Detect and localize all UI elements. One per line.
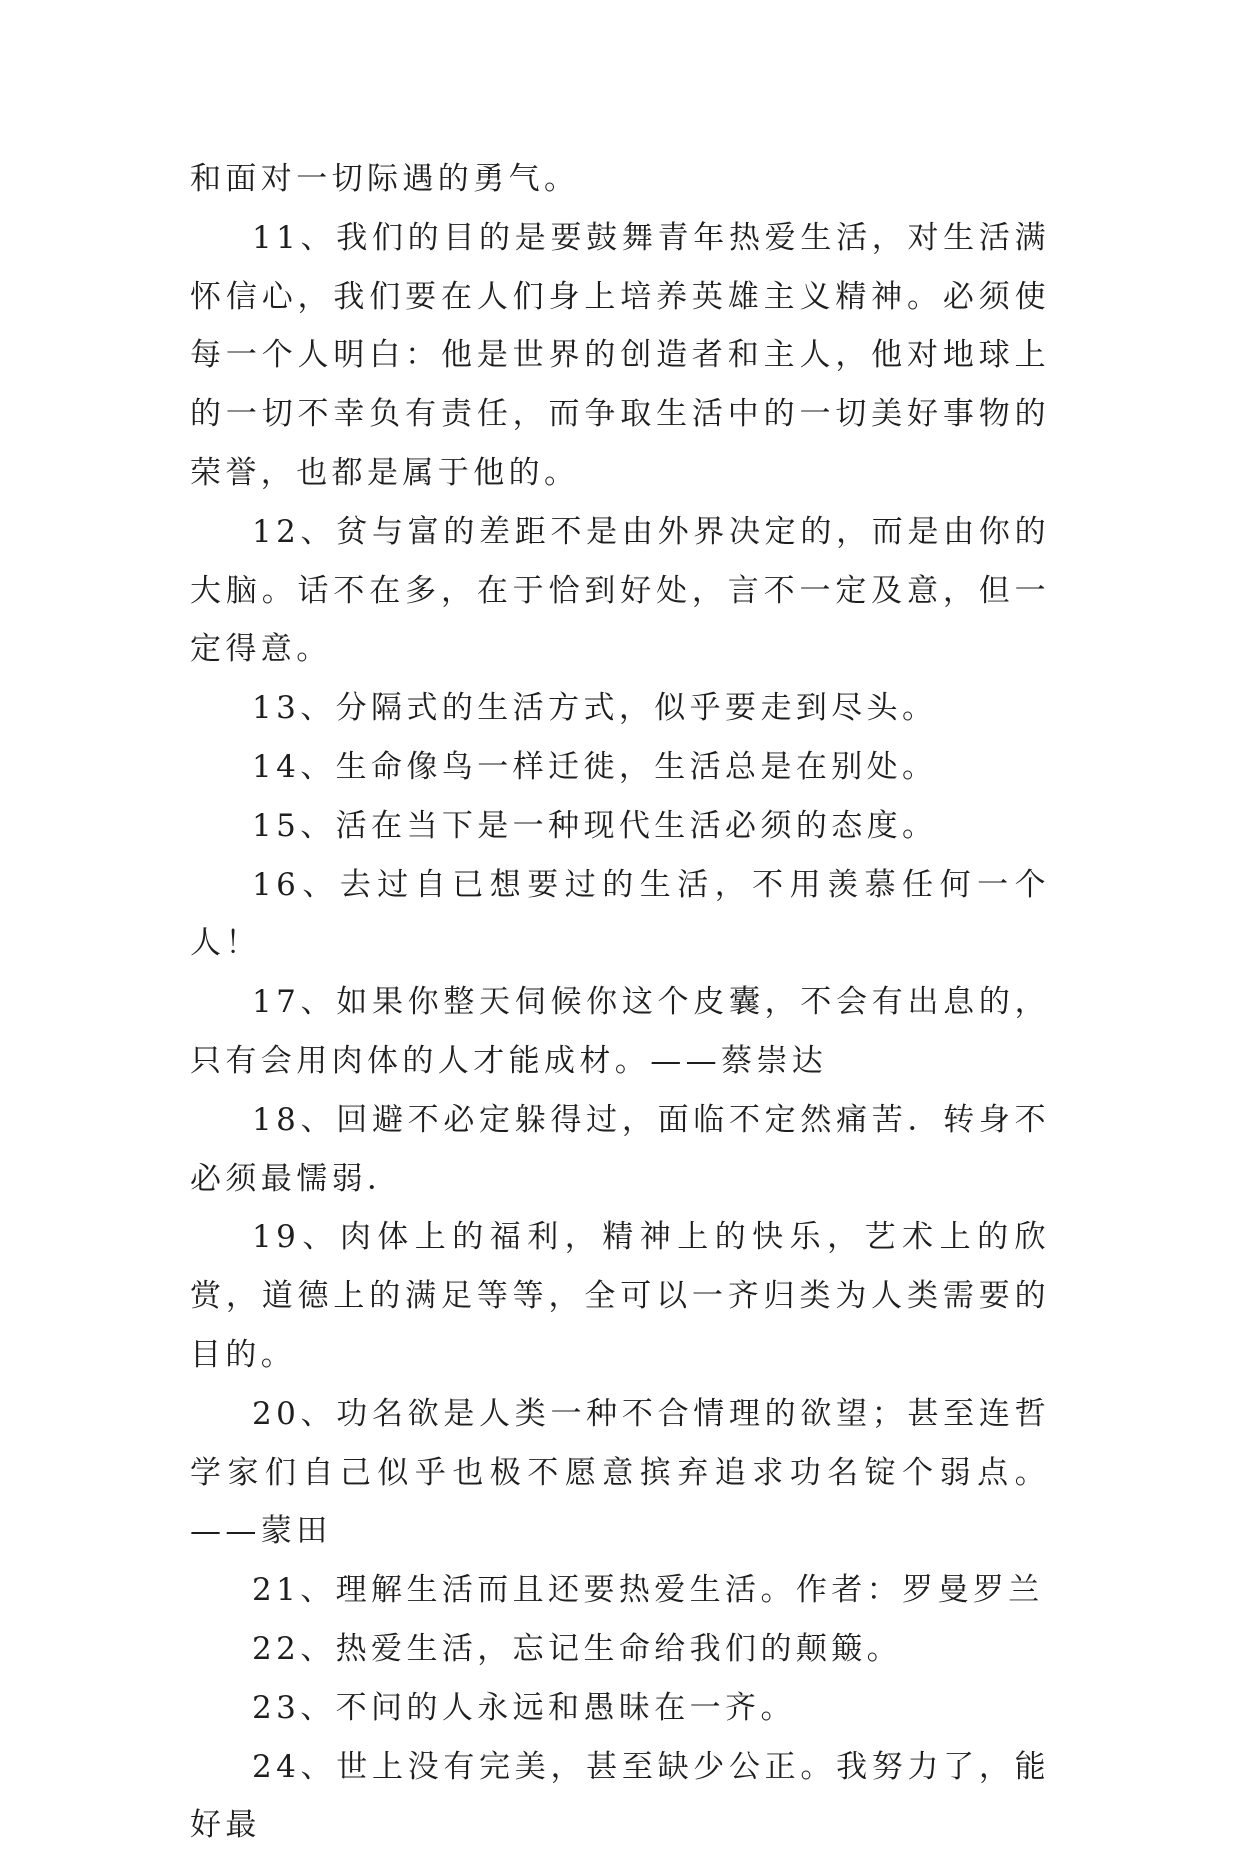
paragraph-14: 14、生命像鸟一样迁徙，生活总是在别处。 (252, 748, 938, 785)
paragraph-13: 13、分隔式的生活方式，似乎要走到尽头。 (252, 690, 938, 727)
paragraph-15: 15、活在当下是一种现代生活必须的态度。 (252, 807, 938, 844)
paragraph-16: 16、去过自已想要过的生活，不用羡慕任何一个人！ (190, 866, 1050, 962)
paragraph-21: 21、理解生活而且还要热爱生活。作者：罗曼罗兰 (252, 1572, 1044, 1609)
paragraph-17: 17、如果你整天伺候你这个皮囊，不会有出息的，只有会用肉体的人才能成材。——蔡崇达 (190, 984, 1050, 1079)
paragraph-22: 22、热爱生活，忘记生命给我们的颠簸。 (252, 1630, 903, 1667)
paragraph-24: 24、世上没有完美，甚至缺少公正。我努力了，能好最 (190, 1748, 1050, 1844)
paragraph-11: 11、我们的目的是要鼓舞青年热爱生活，对生活满怀信心，我们要在人们身上培养英雄主义精神。必须使每一个人明白：他是世界的创造者和主人，他对地球上的一切不幸负有责任，而争取生活中的一切美好事物的荣誉，也都是属于他的。 (190, 219, 1050, 491)
paragraph-18: 18、回避不必定躲得过，面临不定然痛苦．转身不必须最懦弱． (190, 1101, 1050, 1197)
paragraph-20: 20、功名欲是人类一种不合情理的欲望；甚至连哲学家们自己似乎也极不愿意摈弃追求功名锭个弱点。——蒙田 (190, 1395, 1050, 1550)
paragraph-continuation: 和面对一切际遇的勇气。 (190, 161, 580, 197)
paragraph-23: 23、不问的人永远和愚昧在一齐。 (252, 1689, 796, 1726)
document-body (190, 150, 1050, 1855)
paragraph-12: 12、贫与富的差距不是由外界决定的，而是由你的大脑。话不在多，在于恰到好处，言不一定及意，但一定得意。 (190, 513, 1050, 668)
paragraph-19: 19、肉体上的福利，精神上的快乐，艺术上的欣赏，道德上的满足等等，全可以一齐归类为人类需要的目的。 (190, 1219, 1050, 1373)
